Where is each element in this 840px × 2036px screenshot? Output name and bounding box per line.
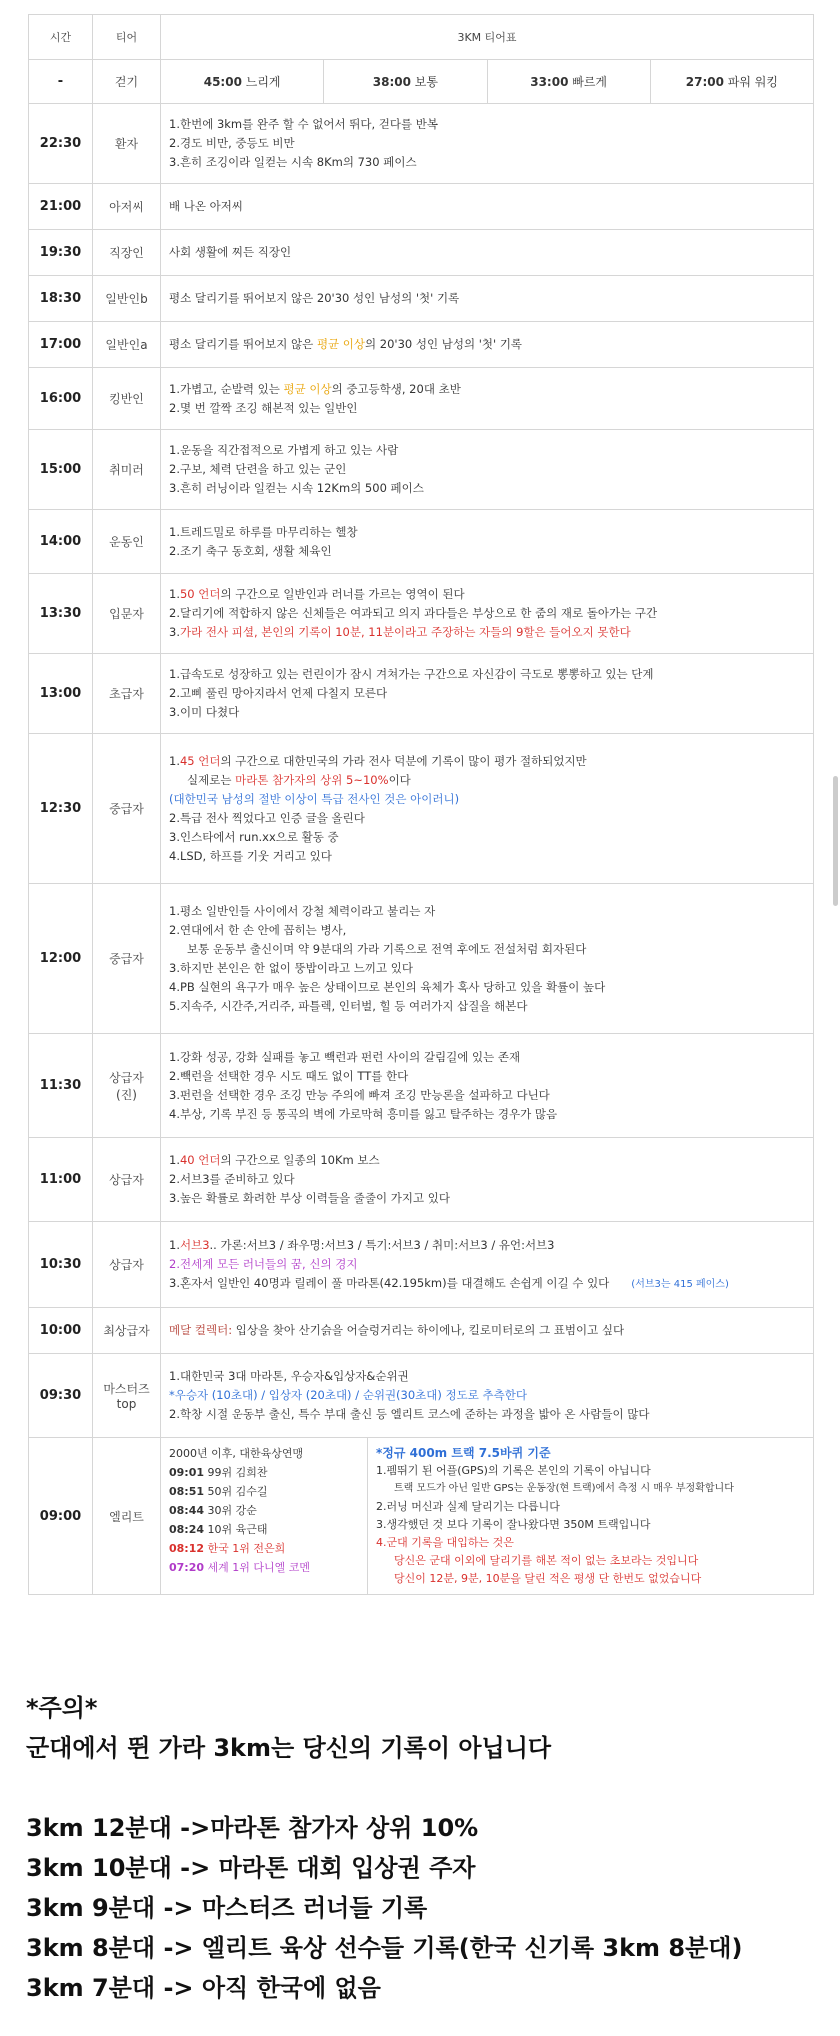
notes-line: 3km 9분대 -> 마스터즈 러너들 기록 (26, 1894, 428, 1922)
row-desc: 1.트레드밀로 하루를 마무리하는 헬창 2.조기 축구 동호회, 생활 체육인 (161, 510, 814, 574)
row-desc: 평소 달리기를 뛰어보지 않은 20'30 성인 남성의 '첫' 기록 (161, 276, 814, 322)
table-row (29, 104, 814, 184)
table-row (29, 654, 814, 734)
notes-subtitle: 군대에서 뛴 가라 3km는 당신의 기록이 아닙니다 (26, 1734, 552, 1762)
row-tier: 취미러 (93, 430, 161, 510)
row-time: 10:30 (29, 1222, 93, 1308)
elite-records: 2000년 이후, 대한육상연맹 09:01 99위 김희찬 08:51 50위 김수길 08:44 30위 강순 08:24 10위 육근태 08:12 한국 1위 전은희 07:20 세계 1위 다니엘 코멘 (161, 1438, 368, 1594)
table-row (29, 276, 814, 322)
row-time: 21:00 (29, 184, 93, 230)
row-time: 22:30 (29, 104, 93, 184)
row-time: 14:00 (29, 510, 93, 574)
notes-title: *주의* (26, 1694, 98, 1722)
row-tier: 운동인 (93, 510, 161, 574)
table-row (29, 734, 814, 884)
row-time: 18:30 (29, 276, 93, 322)
row-tier: 상급자 (진) (93, 1034, 161, 1138)
row-time: 12:30 (29, 734, 93, 884)
notes-line: 3km 10분대 -> 마라톤 대회 입상권 주자 (26, 1854, 476, 1882)
tier-table (28, 14, 814, 1595)
row-time: 11:00 (29, 1138, 93, 1222)
table-row (29, 430, 814, 510)
notes-line: 3km 12분대 ->마라톤 참가자 상위 10% (26, 1814, 479, 1842)
header-row (29, 15, 814, 60)
row-desc: 1.서브3.. 가론:서브3 / 좌우명:서브3 / 특기:서브3 / 취미:서브3 / 유언:서브3 2.전세계 모든 러너들의 꿈, 신의 경지 3.혼자서 일반인 40명과 릴레이 풀 마라톤(42.195km)를 대결해도 손쉽게 이길 수 있다 (서브3는 415 페이스) (161, 1222, 814, 1308)
row-tier: 상급자 (93, 1222, 161, 1308)
row-tier: 엘리트 (93, 1438, 161, 1595)
row-tier: 아저씨 (93, 184, 161, 230)
warning-notes (26, 1688, 826, 2008)
table-row (29, 1308, 814, 1354)
table-row-elite (29, 1438, 814, 1595)
row-desc: 1.평소 일반인들 사이에서 강철 체력이라고 불리는 자 2.연대에서 한 손 안에 꼽히는 병사, 보통 운동부 출신이며 약 9분대의 가라 기록으로 전역 후에도 전설처럼 회자된다 3.하지만 본인은 한 없이 뚱밥이라고 느끼고 있다 4.PB 실현의 욕구가 매우 높은 상태이므로 본인의 육체가 혹사 당하고 있을 확률이 높다 5.지속주, 시간주,거리주, 파틀렉, 인터벌, 힐 등 여러가지 삽질을 해본다 (161, 884, 814, 1034)
row-desc: 평소 달리기를 뛰어보지 않은 평균 이상의 20'30 성인 남성의 '첫' 기록 (161, 322, 814, 368)
table-row (29, 368, 814, 430)
row-desc: 1.대한민국 3대 마라톤, 우승자&입상자&순위권 *우승자 (10초대) / 입상자 (20초대) / 순위권(30초대) 정도로 추측한다 2.학창 시절 운동부 출신, 특수 부대 출신 등 엘리트 코스에 준하는 과정을 밟아 온 사람들이 많다 (161, 1354, 814, 1438)
pace-fast: 33:00 빠르게 (487, 60, 650, 104)
notes-line: 3km 7분대 -> 아직 한국에 없음 (26, 1974, 381, 2002)
pace-power: 27:00 파워 워킹 (650, 60, 813, 104)
row-time: 13:30 (29, 574, 93, 654)
row-time: 16:00 (29, 368, 93, 430)
row-tier: 중급자 (93, 734, 161, 884)
table-row (29, 510, 814, 574)
row-desc: 배 나온 아저씨 (161, 184, 814, 230)
row-tier: 환자 (93, 104, 161, 184)
row-desc: 사회 생활에 찌든 직장인 (161, 230, 814, 276)
row-tier: 최상급자 (93, 1308, 161, 1354)
table-row (29, 574, 814, 654)
pace-normal: 38:00 보통 (324, 60, 487, 104)
table-row (29, 184, 814, 230)
table-row (29, 322, 814, 368)
row-tier: 킹반인 (93, 368, 161, 430)
pace-slow: 45:00 느리게 (161, 60, 324, 104)
row-desc: 메달 컬렉터: 입상을 찾아 산기슭을 어슬렁거리는 하이에나, 킬로미터로의 그 표범이고 싶다 (161, 1308, 814, 1354)
header-title: 3KM 티어표 (161, 15, 814, 60)
row-tier: 직장인 (93, 230, 161, 276)
row-time: 15:00 (29, 430, 93, 510)
row-tier: 초급자 (93, 654, 161, 734)
table-row (29, 884, 814, 1034)
table-row (29, 230, 814, 276)
row-desc: 1.50 언더의 구간으로 일반인과 러너를 가르는 영역이 된다 2.달리기에 적합하지 않은 신체들은 여과되고 의지 과다들은 부상으로 한 줌의 재로 돌아가는 구간 3.가라 전사 피셜, 본인의 기록이 10분, 11분이라고 주장하는 자들의 9할은 들어오지 못한다 (161, 574, 814, 654)
row-desc: 1.40 언더의 구간으로 일종의 10Km 보스 2.서브3를 준비하고 있다 3.높은 확률로 화려한 부상 이력들을 줄줄이 가지고 있다 (161, 1138, 814, 1222)
row-time: 13:00 (29, 654, 93, 734)
header-time: 시간 (29, 15, 93, 60)
row-desc: 1.운동을 직간접적으로 가볍게 하고 있는 사람 2.구보, 체력 단련을 하고 있는 군인 3.흔히 러닝이라 일컫는 시속 12Km의 500 페이스 (161, 430, 814, 510)
row-desc: 1.한번에 3km를 완주 할 수 없어서 뛰다, 걷다를 반복 2.경도 비만, 중등도 비만 3.흔히 조깅이라 일컫는 시속 8Km의 730 페이스 (161, 104, 814, 184)
row-time: 11:30 (29, 1034, 93, 1138)
row-time: 19:30 (29, 230, 93, 276)
notes-line: 3km 8분대 -> 엘리트 육상 선수들 기록(한국 신기록 3km 8분대) (26, 1934, 743, 1962)
row-tier: 마스터즈 top (93, 1354, 161, 1438)
row-desc: 1.급속도로 성장하고 있는 런린이가 잠시 겨쳐가는 구간으로 자신감이 극도로 뽕뽕하고 있는 단계 2.고삐 풀린 망아지라서 언제 다칠지 모른다 3.이미 다쳤다 (161, 654, 814, 734)
row-time: 09:30 (29, 1354, 93, 1438)
table-row (29, 1034, 814, 1138)
elite-notes: *정규 400m 트랙 7.5바퀴 기준 1.펨뛰기 된 어플(GPS)의 기록은 본인의 기록이 아닙니다 트랙 모드가 아닌 일반 GPS는 운동장(현 트랙)에서 측정 시 매우 부정확합니다 2.러닝 머신과 실제 달리기는 다릅니다 3.생각했던 것 보다 기록이 잘나왔다면 350M 트랙입니다 4.군대 기록을 대입하는 것은 당신은 군대 이외에 달리기를 해본 적이 없는 초보라는 것입니다 당신이 12분, 9분, 10분을 달린 적은 평생 단 한번도 없었습니다 (376, 1446, 734, 1585)
walk-time: - (29, 60, 93, 104)
row-tier: 입문자 (93, 574, 161, 654)
walk-tier: 걷기 (93, 60, 161, 104)
row-time: 12:00 (29, 884, 93, 1034)
row-desc: 1.강화 성공, 강화 실패를 놓고 빽런과 펀런 사이의 갈림길에 있는 존재 2.빽런을 선택한 경우 시도 때도 없이 TT를 한다 3.펀런을 선택한 경우 조깅 만능 주의에 빠져 조깅 만능론을 설파하고 다닌다 4.부상, 기록 부진 등 통곡의 벽에 가로막혀 흥미를 잃고 탈주하는 경우가 많음 (161, 1034, 814, 1138)
table-row (29, 1354, 814, 1438)
table-row (29, 1138, 814, 1222)
row-time: 09:00 (29, 1438, 93, 1595)
row-tier: 일반인b (93, 276, 161, 322)
row-desc: 1.45 언더의 구간으로 대한민국의 가라 전사 덕분에 기록이 많이 평가 절하되었지만 실제로는 마라톤 참가자의 상위 5~10%이다 (대한민국 남성의 절반 이상이 특급 전사인 것은 아이러니) 2.특급 전사 찍었다고 인증 글을 올린다 3.인스타에서 run.xx으로 활동 중 4.LSD, 하프를 기웃 거리고 있다 (161, 734, 814, 884)
scrollbar-thumb[interactable] (833, 776, 838, 906)
walk-row (29, 60, 814, 104)
row-tier: 상급자 (93, 1138, 161, 1222)
row-desc: 1.가볍고, 순발력 있는 평균 이상의 중고등학생, 20대 초반 2.몇 번 깔짝 조깅 해본적 있는 일반인 (161, 368, 814, 430)
row-tier: 일반인a (93, 322, 161, 368)
row-tier: 중급자 (93, 884, 161, 1034)
elite-desc (161, 1438, 814, 1595)
row-time: 10:00 (29, 1308, 93, 1354)
row-time: 17:00 (29, 322, 93, 368)
header-tier: 티어 (93, 15, 161, 60)
table-row (29, 1222, 814, 1308)
